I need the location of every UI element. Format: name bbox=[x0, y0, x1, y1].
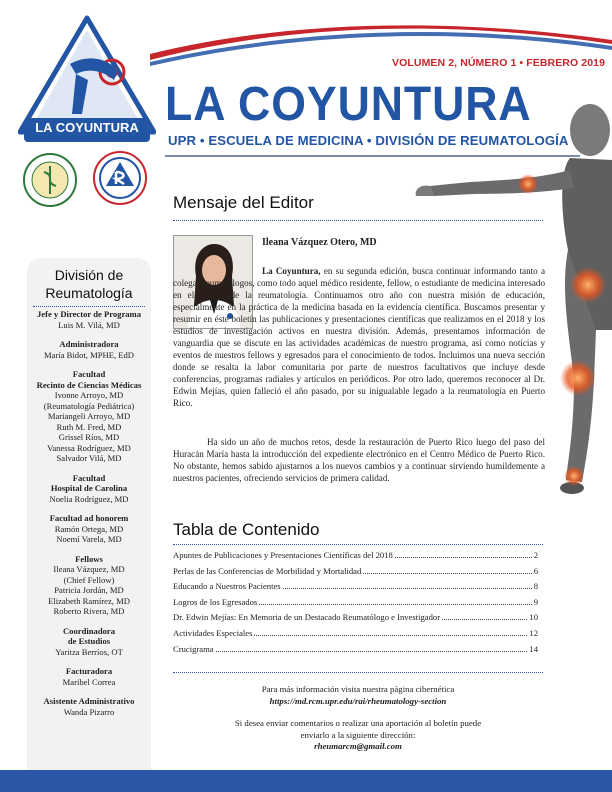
toc-entry[interactable] bbox=[173, 566, 538, 582]
sidebar-staff-list bbox=[27, 309, 151, 726]
sidebar-staff-name: Ruth M. Fred, MD bbox=[56, 421, 122, 432]
toc-heading-rule bbox=[173, 544, 543, 545]
toc-entry[interactable] bbox=[173, 628, 538, 644]
volume-issue-line: VOLUMEN 2, NÚMERO 1 • FEBRERO 2019 bbox=[392, 57, 606, 69]
sidebar-group-title: Coordinadora bbox=[62, 625, 116, 636]
sidebar-group bbox=[27, 473, 151, 505]
reumatologia-seal-icon bbox=[92, 150, 148, 206]
editor-paragraph-1 bbox=[173, 265, 545, 409]
editor-heading-rule bbox=[173, 220, 543, 221]
sidebar-group-title: Facultad bbox=[72, 369, 106, 379]
toc-entry-title: Crucigrama bbox=[173, 643, 214, 654]
toc-entry-page: 12 bbox=[529, 627, 538, 638]
newsletter-name-lead: La Coyuntura, bbox=[262, 266, 321, 276]
sidebar-staff-name: Ileana Vázquez, MD bbox=[53, 564, 125, 574]
toc-heading: Tabla de Contenido bbox=[173, 520, 320, 539]
sidebar-staff-name: Salvador Vilá, MD bbox=[56, 453, 122, 463]
mail-label-2: enviarlo a la siguiente dirección: bbox=[300, 729, 416, 740]
sidebar-group bbox=[27, 666, 151, 687]
toc-leader-dots bbox=[259, 604, 531, 605]
sidebar-staff-name: Luis M. Vilá, MD bbox=[58, 319, 120, 330]
sidebar-group-subtitle: Hospital de Carolina bbox=[50, 483, 128, 493]
toc-entry-page: 10 bbox=[529, 612, 538, 623]
toc-entry-title: Actividades Especiales bbox=[173, 627, 253, 638]
sidebar-staff-name: (Chief Fellow) bbox=[63, 574, 115, 585]
toc-entry-title: Educando a Nuestros Pacientes bbox=[173, 581, 281, 592]
toc-leader-dots bbox=[363, 573, 531, 574]
sidebar-staff-name: Noemí Varela, MD bbox=[56, 534, 122, 544]
toc-entry[interactable] bbox=[173, 597, 538, 613]
toc-leader-dots bbox=[254, 635, 527, 636]
toc-leader-dots bbox=[283, 588, 532, 589]
toc-leader-dots bbox=[442, 619, 527, 620]
editor-paragraph-2: Ha sido un año de muchos retos, desde la restauración de Puerto Rico luego del paso del Huracán María hasta la introducción del expediente electrónico en el Centro Médico de Puerto Rico. No obstante, hemos sabido ajustarnos a los nuevos cambios y a continuar sirviendo humildemente a nuestros pacientes, ofreciendo servicios de primera calidad. bbox=[173, 437, 545, 483]
toc-entry-title: Logros de los Egresados bbox=[173, 596, 258, 607]
toc-entry[interactable] bbox=[173, 550, 538, 566]
toc-bottom-rule bbox=[173, 672, 543, 673]
editor-author: Ileana Vázquez Otero, MD bbox=[262, 237, 377, 248]
sidebar-rule bbox=[33, 306, 145, 307]
sidebar-group-subtitle: Recinto de Ciencias Médicas bbox=[36, 379, 142, 390]
sidebar-group-title: Facultad bbox=[72, 472, 106, 483]
newsletter-title: LA COYUNTURA bbox=[165, 78, 532, 131]
sidebar-staff-name: Grissel Ríos, MD bbox=[58, 432, 120, 442]
toc-leader-dots bbox=[216, 651, 528, 652]
editor-message-heading: Mensaje del Editor bbox=[173, 193, 314, 212]
table-of-contents bbox=[173, 550, 538, 659]
email-link[interactable]: rheumarcm@gmail.com bbox=[314, 741, 402, 751]
toc-entry-page: 8 bbox=[533, 581, 538, 592]
toc-entry[interactable] bbox=[173, 612, 538, 628]
toc-entry[interactable] bbox=[173, 644, 538, 660]
toc-entry-page: 14 bbox=[529, 643, 538, 654]
toc-entry-page: 6 bbox=[533, 565, 538, 576]
sidebar-staff-name: Yaritza Berríos, OT bbox=[55, 646, 123, 657]
toc-entry-page: 9 bbox=[533, 596, 538, 607]
sidebar-group-title: Fellows bbox=[75, 553, 103, 564]
sidebar-group-subtitle: de Estudios bbox=[67, 636, 111, 646]
sidebar-group bbox=[27, 626, 151, 658]
contact-block bbox=[173, 684, 543, 753]
sidebar-staff-name: Elizabeth Ramírez, MD bbox=[48, 595, 130, 606]
sidebar-staff-name: Wanda Pizarro bbox=[63, 706, 115, 717]
website-link[interactable]: https://md.rcm.upr.edu/rai/rheumatology-section bbox=[269, 695, 447, 706]
footer-bar bbox=[0, 770, 612, 792]
escuela-medicina-seal-icon bbox=[22, 152, 78, 208]
sidebar-staff-name: Vanessa Rodríguez, MD bbox=[47, 442, 131, 453]
sidebar-group bbox=[27, 696, 151, 717]
sidebar-heading: División de Reumatología bbox=[45, 267, 133, 301]
sidebar-group bbox=[27, 554, 151, 617]
sidebar-staff-name: Noelia Rodríguez, MD bbox=[49, 493, 129, 504]
sidebar-group-title: Jefe y Director de Programa bbox=[36, 309, 142, 319]
sidebar-staff-name: Ivonne Arroyo, MD bbox=[54, 390, 124, 400]
toc-entry-title: Dr. Edwin Mejías: En Memoria de un Destacado Reumatólogo e Investigador bbox=[173, 612, 441, 623]
editor-paragraph-1-text: en su segunda edición, busca continuar informando tanto a colegas reumatólogos, como todo aquel médico residente, fellow, o estudiante de medicina interesado en el campo de la reumatología. Continuamos otro año con nuestra misión de educación, especialmente en la práctica de la medicina basada en la evidencia científica. Buscamos presentar y resumir en éste boletín las publicaciones y presentaciones científicas que realizamos en el 2018 y los estudios de investigación activos en nuestra división. Además, presentamos información de vanguardia que se discute en las actividades académicas de nuestro programa, así como noticias y eventos de nuestros fellows y egresados para el conocimiento de todos. Incluimos una nueva sección donde se resalta la labor comunitaria por parte de nuestros facultativos que incluye desde conferencias, programas radiales y artículos en periódicos. Por otro lado, queremos reconocer al Dr. Edwin Mejías, quien falleció el año pasado, por su inigualable legado a la reumatología en Puerto Rico. bbox=[173, 266, 545, 408]
sidebar-staff-name: María Bidot, MPHE, EdD bbox=[44, 349, 134, 360]
sidebar-group bbox=[27, 339, 151, 360]
sidebar-staff-name: Maribel Correa bbox=[62, 676, 116, 687]
sidebar-group-title: Facultad ad honorem bbox=[49, 513, 129, 523]
sidebar-group-title: Administradora bbox=[59, 339, 119, 349]
sidebar-staff-name: (Reumatología Pediátrica) bbox=[43, 400, 135, 411]
sidebar-staff-name: Mariangeli Arroyo, MD bbox=[47, 411, 131, 421]
toc-entry[interactable] bbox=[173, 581, 538, 597]
mail-label-1: Si desea enviar comentarios o realizar una aportación al boletín puede bbox=[234, 718, 482, 728]
sidebar-group-title: Facturadora bbox=[65, 666, 113, 676]
toc-entry-page: 2 bbox=[533, 550, 538, 560]
sidebar-staff-name: Patricia Jordán, MD bbox=[54, 585, 124, 595]
website-label: Para más información visita nuestra página cibernética bbox=[261, 684, 455, 694]
toc-entry-title: Apuntes de Publicaciones y Presentaciones Científicas del 2018 bbox=[173, 550, 393, 560]
sidebar-group bbox=[27, 309, 151, 330]
sidebar-group bbox=[27, 369, 151, 464]
toc-leader-dots bbox=[395, 557, 532, 558]
sidebar-group bbox=[27, 513, 151, 545]
toc-entry-title: Perlas de las Conferencias de Morbilidad y Mortalidad bbox=[173, 565, 362, 576]
newsletter-subtitle: UPR • ESCUELA DE MEDICINA • DIVISIÓN DE REUMATOLOGÍA bbox=[168, 133, 569, 148]
logo-caption: LA COYUNTURA bbox=[35, 120, 139, 135]
sidebar-staff-name: Ramón Ortega, MD bbox=[54, 523, 124, 534]
sidebar-group-title: Asistente Administrativo bbox=[43, 696, 135, 706]
sidebar-staff-name: Roberto Rivera, MD bbox=[53, 606, 125, 616]
